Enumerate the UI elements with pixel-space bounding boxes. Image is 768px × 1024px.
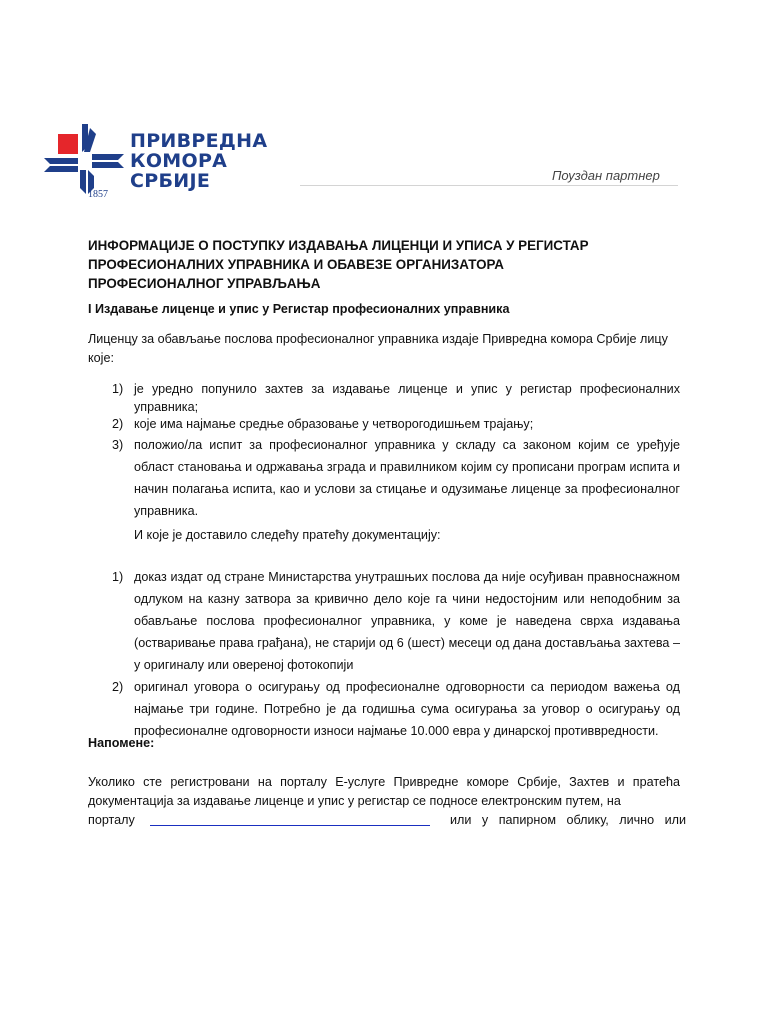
documentation-intro: И које је доставило следећу пратећу документацију: — [134, 528, 441, 542]
list-number: 2) — [112, 417, 124, 431]
list-number: 2) — [112, 680, 124, 694]
list-item — [88, 434, 680, 522]
title-line-1: ИНФОРМАЦИЈЕ О ПОСТУПКУ ИЗДАВАЊА ЛИЦЕНЦИ И УПИСА У РЕГИСТАР — [88, 238, 589, 253]
notes-paragraph: Уколико сте регистровани на порталу Е-услуге Привредне коморе Србије, Захтев и пратећа документација за издавање лиценце и упис у регистар се подносе електронским путем, на — [88, 775, 680, 808]
list-item — [88, 566, 680, 676]
tagline: Поуздан партнер — [552, 168, 660, 183]
document-title — [88, 236, 688, 293]
list-text: доказ издат од стране Министарства унутрашњих послова да није осуђиван правноснажном одлуком на казну затвора за кривично дело које га чини недостојним или неподобним за обављање послова професионалног управника, у коме је наведена сврха издавања (остваривање права грађана), не старији од 6 (шест) месеци од дана достављања захтева – у оригиналу или овереној фотокопији — [134, 570, 680, 672]
portal-label: порталу — [88, 813, 135, 827]
logo-line-1: ПРИВРЕДНА — [130, 130, 268, 152]
list-number: 3) — [112, 437, 124, 452]
notes-heading: Напомене: — [88, 736, 155, 750]
logo-line-2: КОМОРА — [130, 150, 228, 172]
list-item — [88, 381, 680, 416]
chamber-logo-text — [130, 131, 267, 191]
intro-text: Лиценцу за обављање послова професионалног управника издаје Привредна комора Србије лицу које: — [88, 332, 668, 365]
list-item — [88, 676, 680, 742]
documents-list — [88, 566, 680, 742]
list-number: 1) — [112, 382, 124, 396]
logo-year: 1857 — [88, 189, 108, 200]
list-text: које има најмање средње образовање у четворогодишњем трајању; — [134, 417, 534, 431]
list-item — [88, 416, 680, 434]
list-text: положио/ла испит за професионалног управника у складу са законом којим се уређује област становања и одржавања зграда и правилником којим су прописани програм испита и начин полагања испита, као и услови за стицање и одузимање лиценце за професионалног управника. — [134, 437, 680, 518]
list-text: оригинал уговора о осигурању од професионалне одговорности са периодом важења од најмање три године. Потребно је да годишња сума осигурања за уговор о осигурању од професионалне одговорности износи најмање 10.000 евра у динарској противвредности. — [134, 680, 680, 738]
requirements-list — [88, 381, 680, 522]
logo-line-3: СРБИЈЕ — [130, 170, 211, 192]
section-heading: I Издавање лиценце и упис у Регистар професионалних управника — [88, 302, 510, 316]
portal-rest-text: или у папирном облику, лично или — [450, 813, 687, 827]
chamber-logo-icon — [44, 124, 126, 200]
list-number: 1) — [112, 570, 124, 584]
header-divider — [300, 185, 678, 186]
portal-link[interactable] — [150, 825, 430, 826]
intro-paragraph — [88, 330, 680, 368]
list-text: је уредно попунило захтев за издавање лиценце и упис у регистар професионалних управника; — [134, 382, 680, 414]
title-line-2: ПРОФЕСИОНАЛНИХ УПРАВНИКА И ОБАВЕЗЕ ОРГАНИЗАТОРА — [88, 257, 504, 272]
title-line-3: ПРОФЕСИОНАЛНОГ УПРАВЉАЊА — [88, 276, 321, 291]
